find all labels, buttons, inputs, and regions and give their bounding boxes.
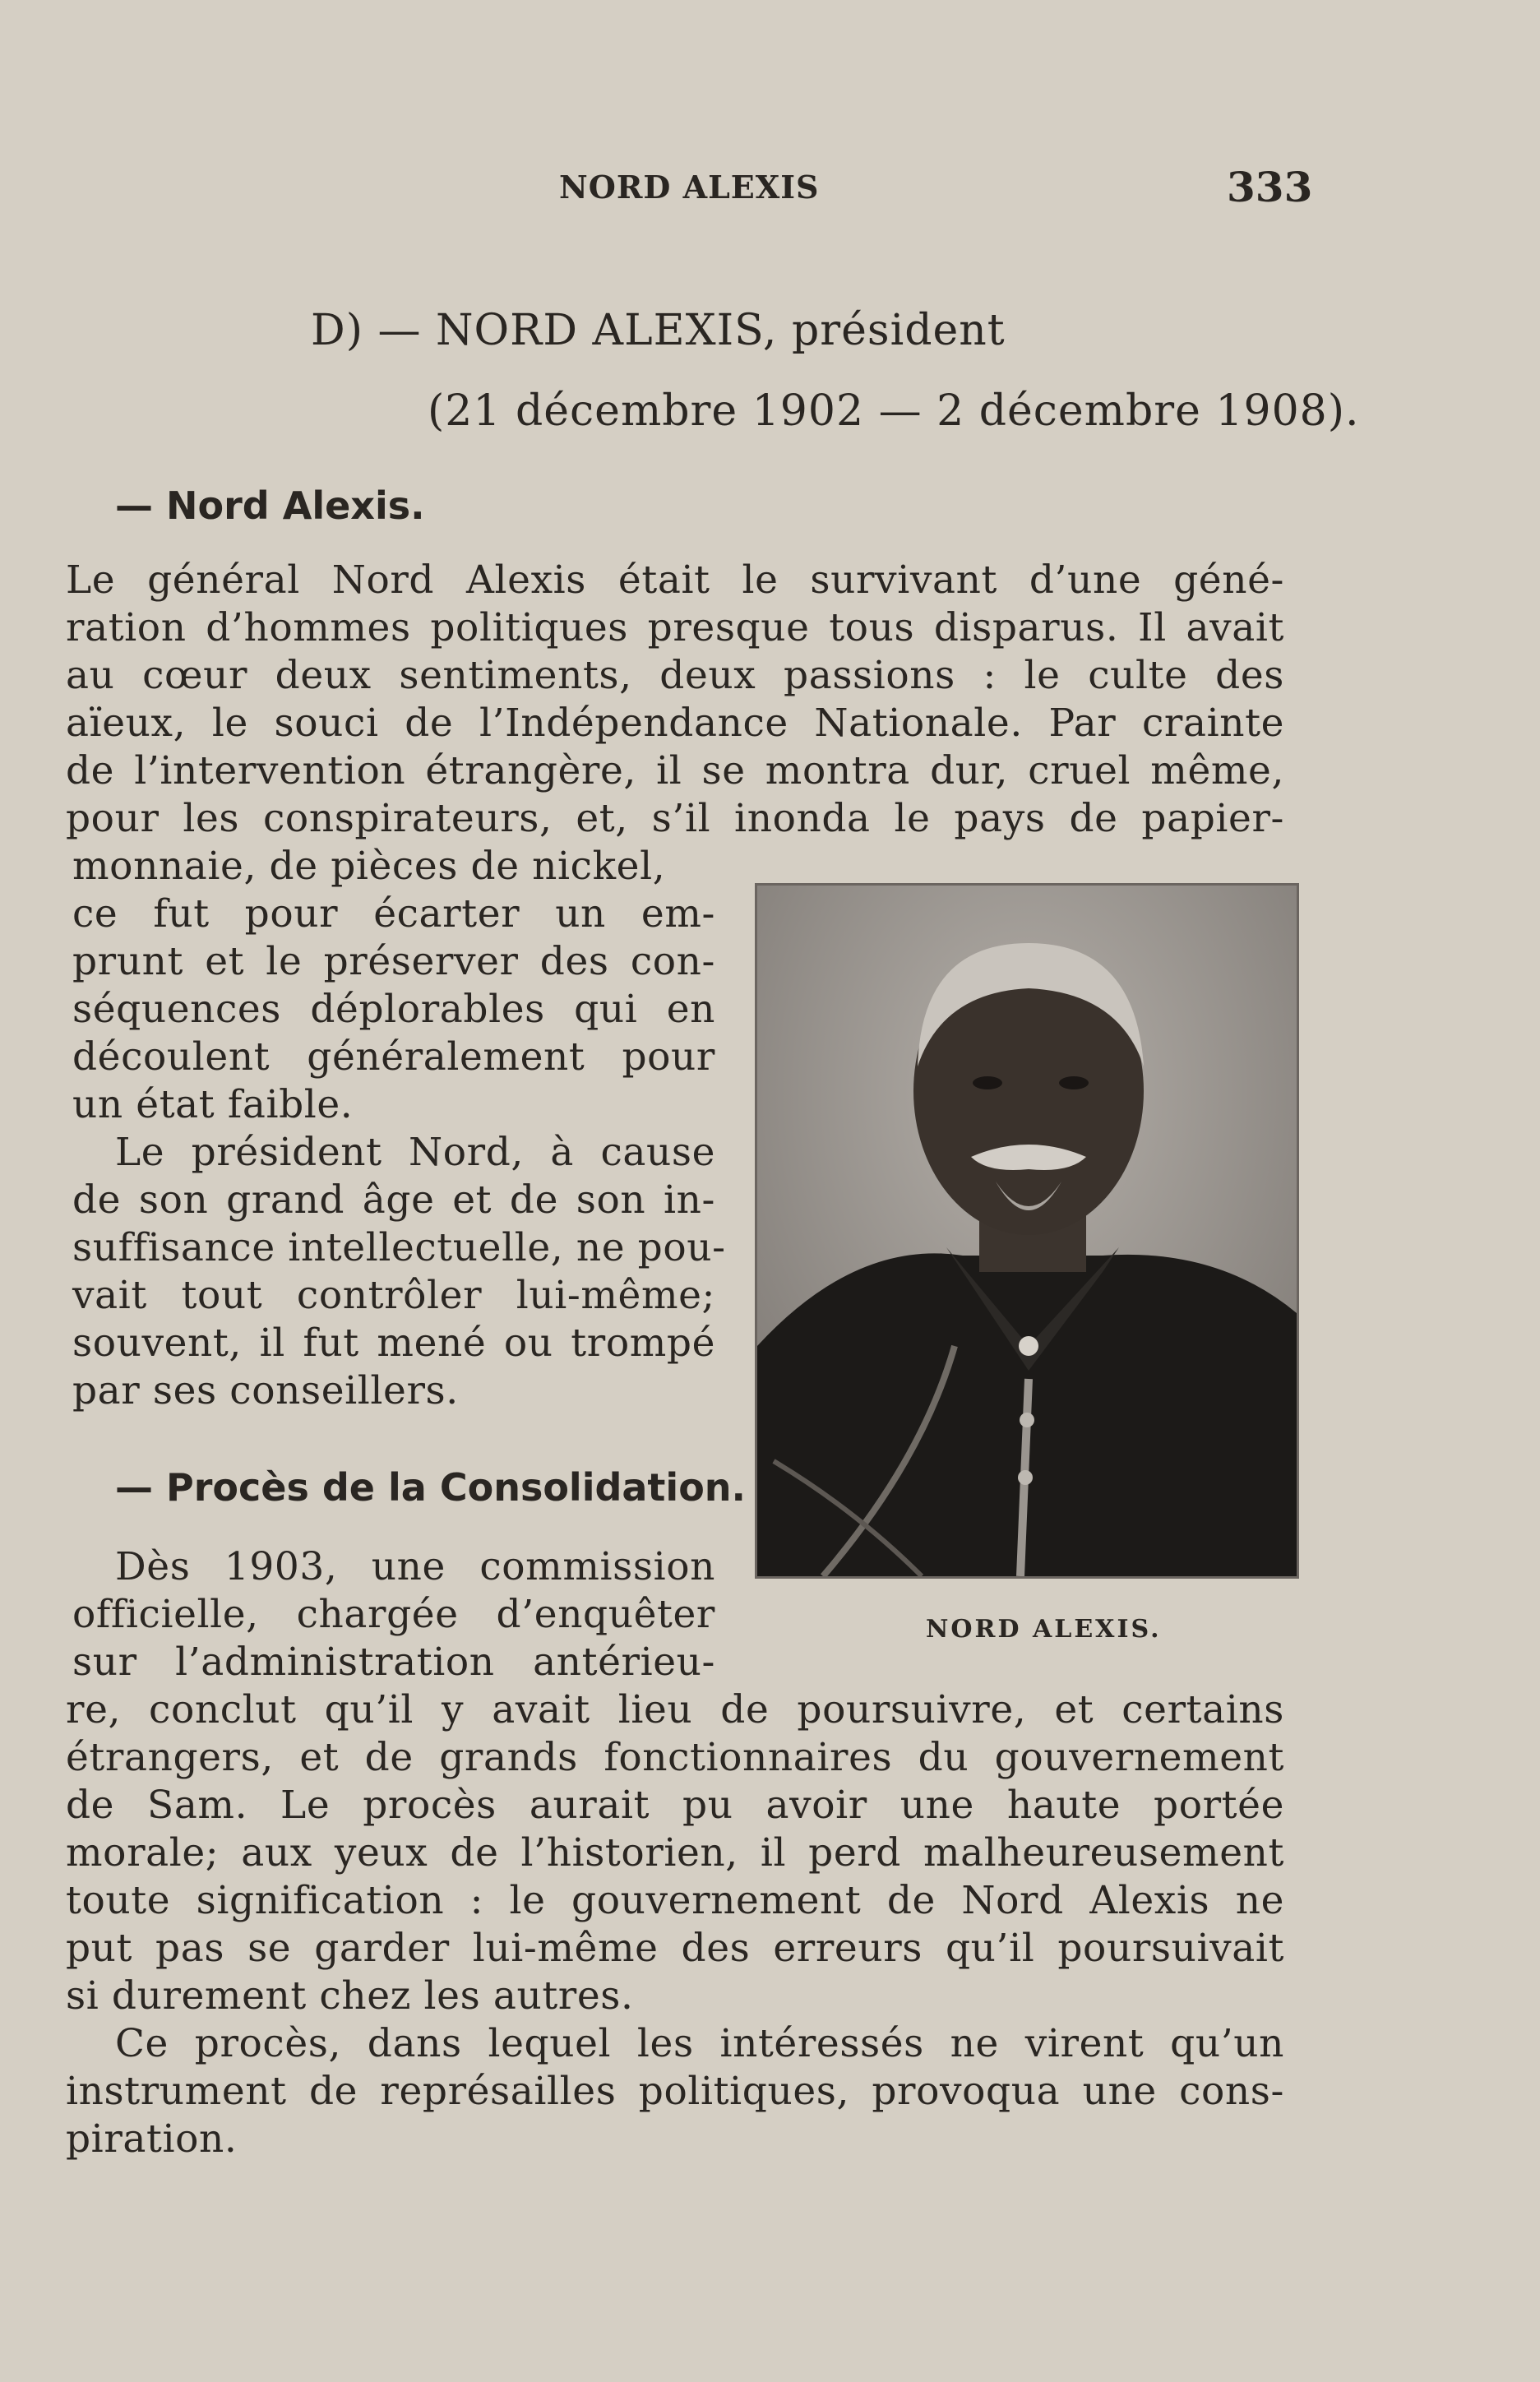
text-line: de Sam. Le procès aurait pu avoir une haute portée — [66, 1783, 1284, 1828]
text-line: si durement chez les autres. — [66, 1973, 634, 2019]
text-line: au cœur deux sentiments, deux passions : le culte des — [66, 653, 1284, 698]
page-number: 333 — [1227, 163, 1313, 211]
text-line: par ses conseillers. — [72, 1368, 459, 1413]
text-line: instrument de représailles politiques, provoqua une cons- — [66, 2069, 1284, 2114]
portrait-caption: NORD ALEXIS. — [926, 1615, 1162, 1644]
text-line: piration. — [66, 2116, 238, 2162]
text-line: de l’intervention étrangère, il se montra dur, cruel même, — [66, 748, 1284, 793]
text-line: prunt et le préserver des con- — [72, 939, 715, 984]
text-line: séquences déplorables qui en — [72, 987, 715, 1032]
text-line: morale; aux yeux de l’historien, il perd malheureusement — [66, 1830, 1284, 1876]
portrait-illustration — [757, 886, 1297, 1576]
text-line: Le général Nord Alexis était le survivant d’une géné- — [66, 557, 1284, 603]
text-line: suffisance intellectuelle, ne pou- — [72, 1225, 726, 1270]
text-line: étrangers, et de grands fonctionnaires du gouvernement — [66, 1735, 1284, 1780]
text-line: ce fut pour écarter un em- — [72, 891, 715, 937]
text-line: un état faible. — [72, 1082, 354, 1127]
chapter-title: D) — NORD ALEXIS, président — [311, 306, 1006, 355]
portrait-photo — [755, 883, 1299, 1579]
text-line: Le président Nord, à cause — [115, 1130, 715, 1175]
text-line: put pas se garder lui-même des erreurs qu’il poursuivait — [66, 1926, 1284, 1971]
text-line: Ce procès, dans lequel les intéressés ne virent qu’un — [115, 2021, 1284, 2066]
section-heading-nord-alexis: — Nord Alexis. — [115, 483, 425, 528]
text-line: re, conclut qu’il y avait lieu de poursuivre, et certains — [66, 1687, 1284, 1732]
text-line: pour les conspirateurs, et, s’il inonda le pays de papier- — [66, 796, 1284, 841]
text-line: Dès 1903, une commission — [115, 1544, 715, 1589]
text-line: de son grand âge et de son in- — [72, 1177, 715, 1223]
section-heading-proces: — Procès de la Consolidation. — [115, 1465, 747, 1510]
text-line: sur l’administration antérieu- — [72, 1640, 715, 1685]
text-line: aïeux, le souci de l’Indépendance Nationale. Par crainte — [66, 701, 1284, 746]
text-line: vait tout contrôler lui-même; — [72, 1273, 715, 1318]
chapter-dates: (21 décembre 1902 — 2 décembre 1908). — [428, 386, 1360, 436]
running-head: NORD ALEXIS — [559, 169, 820, 206]
text-line: officielle, chargée d’enquêter — [72, 1592, 715, 1637]
text-line: découlent généralement pour — [72, 1034, 715, 1080]
text-line: monnaie, de pièces de nickel, — [72, 844, 666, 889]
text-line: toute signification : le gouvernement de Nord Alexis ne — [66, 1878, 1284, 1923]
text-line: ration d’hommes politiques presque tous disparus. Il avait — [66, 605, 1284, 650]
text-line: souvent, il fut mené ou trompé — [72, 1321, 715, 1366]
